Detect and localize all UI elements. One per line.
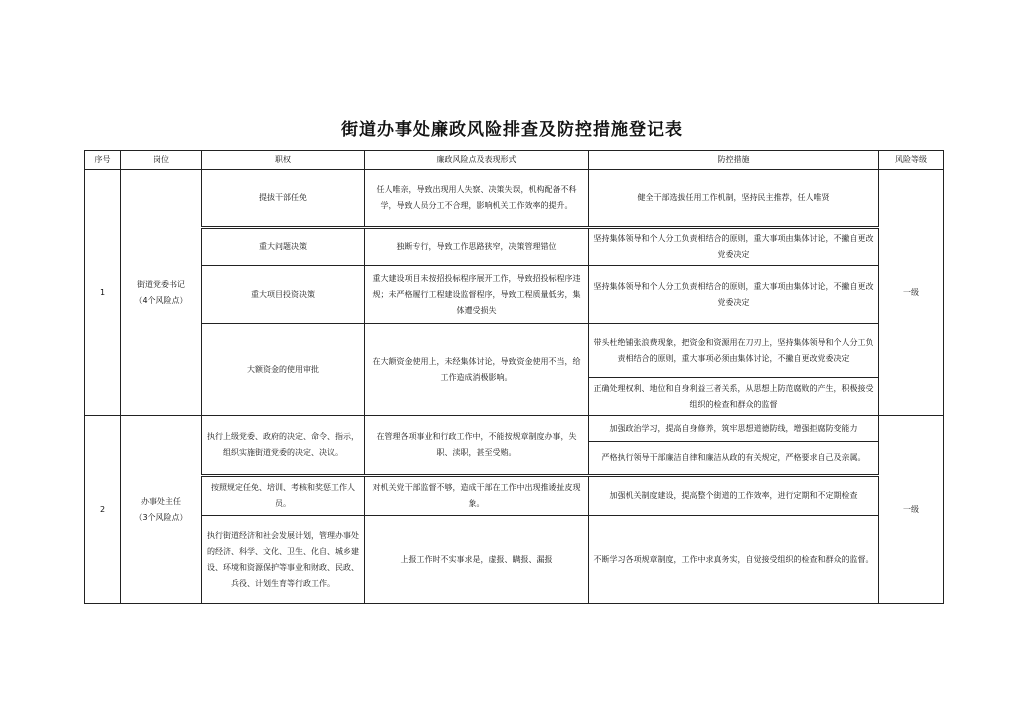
risk-cell: 独断专行，导致工作思路狭窄，决策管理错位 bbox=[365, 228, 589, 266]
col-header-duty: 职权 bbox=[202, 151, 365, 170]
measure-cell: 健全干部选拔任用工作机制，坚持民主推荐，任人唯贤 bbox=[589, 170, 879, 228]
row-number: 1 bbox=[85, 170, 121, 416]
risk-cell: 重大建设项目未按招投标程序展开工作，导致招投标程序违规；未严格履行工程建设监督程序，导致工程质量低劣，集体遭受损失 bbox=[365, 266, 589, 324]
measure-cell: 正确处理权利、地位和自身利益三者关系，从思想上防范腐败的产生，积极接受组织的检查和群众的监督 bbox=[589, 378, 879, 416]
col-header-no: 序号 bbox=[85, 151, 121, 170]
measure-cell: 不断学习各项规章制度，工作中求真务实，自觉接受组织的检查和群众的监督。 bbox=[589, 516, 879, 604]
duty-cell: 大额资金的使用审批 bbox=[202, 324, 365, 416]
duty-cell: 执行上级党委、政府的决定、命令、指示，组织实施街道党委的决定、决议。 bbox=[202, 416, 365, 476]
col-header-level: 风险等级 bbox=[879, 151, 944, 170]
risk-cell: 上报工作时不实事求是，虚报、瞒报、漏报 bbox=[365, 516, 589, 604]
post-cell bbox=[121, 416, 202, 604]
col-header-measures: 防控措施 bbox=[589, 151, 879, 170]
post-name: 街道党委书记 bbox=[137, 279, 185, 289]
row-number: 2 bbox=[85, 416, 121, 604]
risk-cell: 在管理各项事业和行政工作中，不能按规章制度办事，失职、渎职，甚至受贿。 bbox=[365, 416, 589, 476]
table-row bbox=[85, 266, 944, 324]
risk-level: 一级 bbox=[879, 416, 944, 604]
col-header-risk: 廉政风险点及表现形式 bbox=[365, 151, 589, 170]
post-risk-count: （3个风险点） bbox=[134, 512, 188, 522]
register-table bbox=[84, 150, 944, 604]
measure-cell: 坚持集体领导和个人分工负责相结合的原则，重大事项由集体讨论，不撇自更改党委决定 bbox=[589, 228, 879, 266]
measure-cell: 加强政治学习，提高自身修养，筑牢思想道德防线，增强拒腐防变能力 bbox=[589, 416, 879, 442]
col-header-post: 岗位 bbox=[121, 151, 202, 170]
risk-cell: 任人唯亲，导致出现用人失察、决策失误，机构配备不科学，导致人员分工不合理，影响机关工作效率的提升。 bbox=[365, 170, 589, 228]
document-title: 街道办事处廉政风险排查及防控措施登记表 bbox=[341, 120, 683, 140]
table-row bbox=[85, 228, 944, 266]
risk-level: 一级 bbox=[879, 170, 944, 416]
table-row bbox=[85, 170, 944, 228]
measure-cell: 严格执行领导干部廉洁自律和廉洁从政的有关规定，严格要求自己及亲属。 bbox=[589, 442, 879, 476]
duty-cell: 按照规定任免、培训、考核和奖惩工作人员。 bbox=[202, 476, 365, 516]
measure-cell: 加强机关制度建设，提高整个街道的工作效率，进行定期和不定期检查 bbox=[589, 476, 879, 516]
duty-cell: 重大问题决策 bbox=[202, 228, 365, 266]
table-row bbox=[85, 416, 944, 442]
table-row bbox=[85, 516, 944, 604]
duty-cell: 重大项目投资决策 bbox=[202, 266, 365, 324]
table-row bbox=[85, 476, 944, 516]
measure-cell: 带头杜绝铺张浪费现象，把资金和资源用在刀刃上，坚持集体领导和个人分工负责相结合的原则，重大事项必须由集体讨论，不撇自更改党委决定 bbox=[589, 324, 879, 378]
post-name: 办事处主任 bbox=[141, 496, 181, 506]
table-header-row bbox=[85, 151, 944, 170]
post-cell bbox=[121, 170, 202, 416]
post-risk-count: （4个风险点） bbox=[134, 295, 188, 305]
table-row bbox=[85, 324, 944, 378]
measure-cell: 坚持集体领导和个人分工负责相结合的原则，重大事项由集体讨论，不撇自更改党委决定 bbox=[589, 266, 879, 324]
duty-cell: 提拔干部任免 bbox=[202, 170, 365, 228]
risk-cell: 对机关党干部监督不够，造成干部在工作中出现推诿扯皮现象。 bbox=[365, 476, 589, 516]
risk-cell: 在大额资金使用上，未经集体讨论，导致资金使用不当，给工作造成消极影响。 bbox=[365, 324, 589, 416]
duty-cell: 执行街道经济和社会发展计划，管理办事处的经济、科学、文化、卫生、化自、城乡建设、环境和资源保护等事业和财政、民政、兵役、计划生育等行政工作。 bbox=[202, 516, 365, 604]
